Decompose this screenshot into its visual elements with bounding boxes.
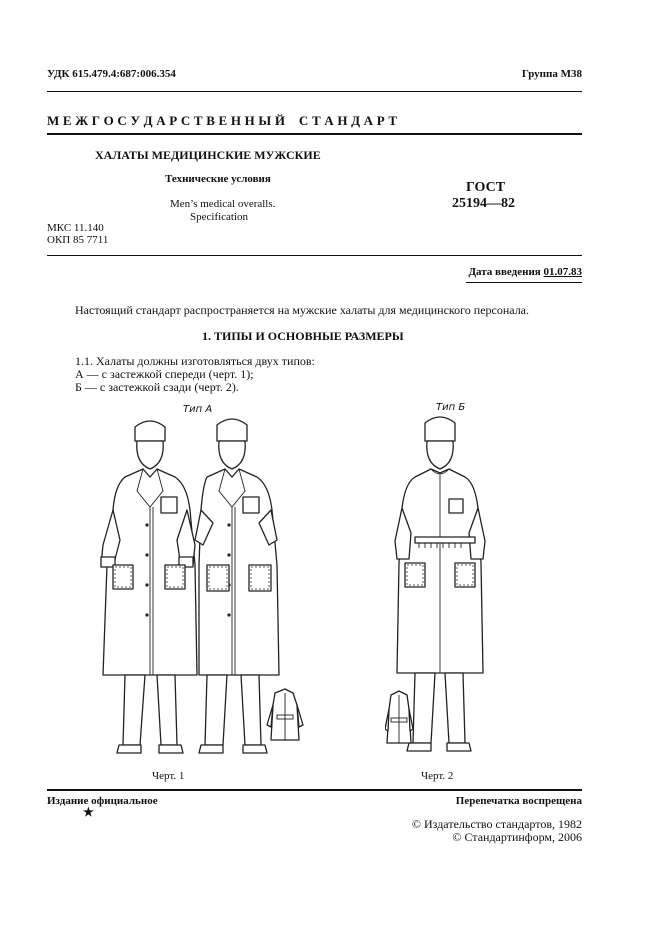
intro-date-value: 01.07.83 [543,266,582,278]
title-english-line2: Specification [190,211,249,223]
gost-number: 25194—82 [452,196,515,211]
gost-label: ГОСТ [466,180,506,195]
copyright-2: © Стандартинформ, 2006 [452,830,582,844]
figure-2-caption: Черт. 2 [421,770,454,782]
mks-code: МКС 11.140 [47,222,104,234]
star-mark: ★ [83,805,94,819]
document-subtitle: Технические условия [165,173,271,185]
man-figure-3 [395,417,485,751]
type-a-text: А — с застежкой спереди (черт. 1); [75,367,254,381]
date-rule [466,282,582,283]
okp-code: ОКП 85 7711 [47,234,109,246]
figure-type-b-drawing [385,413,495,760]
scope-paragraph: Настоящий стандарт распространяется на мужские халаты для медицинского персонала. [75,303,530,317]
man-figure-1 [101,421,197,753]
type-a-label: Тип А [183,404,213,415]
footer-rule [47,789,582,791]
intro-date-label: Дата введения [468,266,541,278]
figure-type-a-drawing [95,415,310,760]
figure-1-caption: Черт. 1 [152,770,185,782]
header-rule-bottom [47,133,582,135]
type-b-text: Б — с застежкой сзади (черт. 2). [75,380,239,394]
copyright-1: © Издательство стандартов, 1982 [411,817,582,831]
group-code: Группа М38 [521,68,582,80]
standard-banner: М Е Ж Г О С У Д А Р С Т В Е Н Н Ы Й С Т А Н Д А Р Т [47,113,398,128]
type-b-label: Тип Б [436,402,466,413]
official-edition: Издание официальное [47,795,158,807]
back-view-small-b [385,691,413,743]
section-title: 1. ТИПЫ И ОСНОВНЫЕ РАЗМЕРЫ [202,329,404,343]
man-figure-2 [195,419,279,753]
title-rule [47,255,582,256]
item-1-1: 1.1. Халаты должны изготовляться двух типов: [75,354,315,368]
back-view-small-a [267,689,303,740]
udk-code: УДК 615.479.4:687:006.354 [47,68,176,80]
header-rule-top [47,91,582,92]
document-title: ХАЛАТЫ МЕДИЦИНСКИЕ МУЖСКИЕ [95,148,321,162]
title-english-line1: Men’s medical overalls. [170,198,276,210]
intro-date [468,266,582,278]
reprint-notice: Перепечатка воспрещена [455,795,582,807]
